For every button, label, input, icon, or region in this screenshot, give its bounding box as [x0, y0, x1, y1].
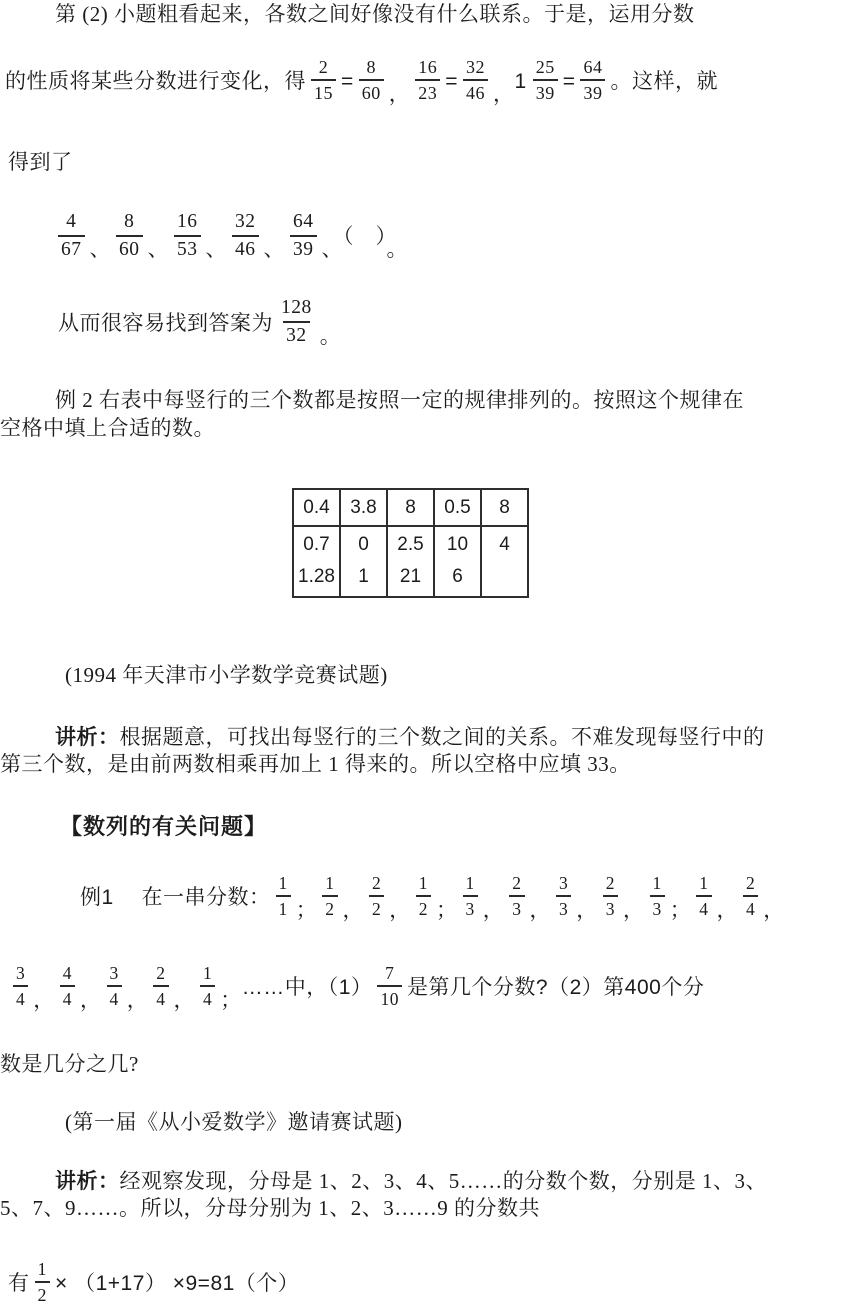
- fraction-denominator: 46: [232, 235, 259, 260]
- analysis-paragraph-2: [0, 1168, 844, 1222]
- number-table: [292, 488, 529, 598]
- fraction-numerator: 1: [203, 963, 213, 984]
- table-row: [293, 526, 528, 597]
- fraction-numerator: 2: [746, 873, 756, 894]
- fraction: [35, 1260, 51, 1306]
- punctuation-separator: ，: [576, 899, 598, 922]
- example2-line2: 空格中填上合适的数。: [0, 416, 215, 440]
- fraction-denominator: 39: [533, 79, 558, 103]
- fraction: [60, 964, 75, 1009]
- punctuation-separator: ；: [220, 989, 242, 1012]
- punctuation-separator: ；: [295, 899, 318, 922]
- fraction-numerator: 3: [109, 963, 119, 984]
- fraction-numerator: 4: [66, 210, 77, 232]
- fraction: [696, 874, 711, 919]
- fraction: [556, 874, 571, 919]
- fraction: [743, 874, 758, 919]
- fraction-numerator: 8: [366, 56, 377, 77]
- fraction-numerator: 8: [124, 210, 135, 232]
- fraction-numerator: 25: [535, 56, 555, 77]
- table-cell: [340, 526, 387, 597]
- fraction: [463, 874, 478, 919]
- fraction-numerator: 64: [293, 210, 314, 232]
- section-header: 【数列的有关问题】: [60, 814, 268, 839]
- fraction: [58, 212, 85, 261]
- fraction: [200, 964, 215, 1009]
- fraction: [107, 964, 122, 1009]
- analysis2-line2: 5、7、9……。所以，分母分别为 1、2、3……9 的分数共: [0, 1196, 540, 1220]
- analysis2-label: 讲析：: [55, 1170, 120, 1193]
- fraction-denominator: 4: [107, 985, 122, 1008]
- fraction-denominator: 4: [13, 985, 28, 1008]
- punctuation-separator: ；: [436, 899, 458, 922]
- table-cell: [481, 526, 528, 597]
- fraction-numerator: 1: [325, 873, 335, 894]
- punctuation-separator: 。: [386, 237, 408, 261]
- table-cell: [293, 526, 340, 597]
- analysis2-line1: 经观察发现，分母是 1、2、3、4、5……的分数个数，分别是 1、3、: [119, 1169, 767, 1193]
- punctuation-separator: ，: [33, 989, 55, 1012]
- paragraph-example2: [0, 386, 844, 442]
- fraction-numerator: 2: [372, 873, 382, 894]
- table-row: [293, 489, 528, 526]
- punctuation-separator: ，: [623, 899, 645, 922]
- fraction-denominator: 4: [200, 985, 215, 1008]
- analysis1-label: 讲析：: [55, 726, 120, 749]
- fraction: [533, 58, 558, 104]
- text-run: 有: [8, 1272, 30, 1295]
- fraction-numerator: 4: [62, 963, 72, 984]
- fraction-denominator: 2: [369, 895, 384, 918]
- text-run: 的性质将某些分数进行变化，得: [5, 70, 306, 93]
- fraction-denominator: 2: [35, 1281, 51, 1305]
- fraction: [276, 874, 291, 919]
- table-cell: [387, 526, 434, 597]
- fraction-denominator: 60: [116, 235, 143, 260]
- fraction-numerator: 128: [281, 296, 312, 318]
- punctuation-separator: ，: [389, 899, 411, 922]
- punctuation-separator: 、: [263, 237, 285, 261]
- text-run: 是第几个分数?（2）第400个分: [406, 976, 705, 999]
- punctuation-separator: 、: [205, 237, 227, 261]
- punctuation-separator: ，: [716, 899, 739, 922]
- table-cell-value: 6: [452, 566, 463, 587]
- fraction-numerator: 16: [418, 56, 438, 77]
- fraction-denominator: 4: [153, 985, 168, 1008]
- table-cell-value: 1.28: [298, 566, 335, 587]
- fraction-denominator: 53: [174, 235, 201, 260]
- fraction-numerator: 3: [16, 963, 26, 984]
- fraction: [603, 874, 618, 919]
- fraction-denominator: 3: [556, 895, 571, 918]
- fraction-numerator: 1: [699, 873, 709, 894]
- fraction-denominator: 39: [290, 235, 317, 260]
- punctuation-separator: ，: [126, 989, 149, 1012]
- text-run: =: [562, 70, 576, 93]
- fraction-denominator: 3: [509, 895, 524, 918]
- table-cell-value: 4: [499, 534, 510, 555]
- analysis1-line2: 第三个数，是由前两数相乘再加上 1 得来的。所以空格中应填 33。: [0, 752, 631, 776]
- fraction-denominator: 3: [650, 895, 665, 918]
- punctuation-separator: 。: [319, 325, 342, 348]
- fraction-numerator: 1: [278, 873, 288, 894]
- table-cell: 0.4: [293, 489, 340, 526]
- punctuation-separator: ，: [80, 989, 102, 1012]
- fraction-denominator: 67: [58, 235, 85, 260]
- fraction-numerator: 1: [652, 873, 662, 894]
- table-cell-value: 10: [446, 534, 469, 555]
- table-cell: 8: [387, 489, 434, 526]
- punctuation-separator: 、: [321, 237, 343, 261]
- fraction-denominator: 3: [463, 895, 478, 918]
- fraction: [290, 212, 317, 261]
- punctuation-separator: ，: [173, 989, 195, 1012]
- fraction-numerator: 32: [235, 210, 256, 232]
- fraction-denominator: 4: [696, 895, 711, 918]
- fraction: [278, 298, 315, 347]
- fraction-denominator: 60: [359, 79, 384, 103]
- fraction-numerator: 2: [318, 56, 329, 77]
- fraction: [416, 874, 431, 919]
- table-cell: [434, 526, 481, 597]
- text-run: （ ）: [343, 224, 387, 248]
- transform-equation-line: [5, 50, 718, 127]
- fraction: [359, 58, 384, 104]
- table-cell: 8: [481, 489, 528, 526]
- fraction-numerator: 32: [466, 56, 486, 77]
- punctuation-separator: ，: [493, 83, 515, 106]
- text-run: =: [341, 70, 354, 93]
- text-run: =: [445, 70, 459, 93]
- fraction-sequence-line: [53, 204, 408, 281]
- fraction-denominator: 4: [743, 895, 758, 918]
- example2-line1: 例 2 右表中每竖行的三个数都是按照一定的规律排列的。按照这个规律在: [55, 388, 744, 412]
- table-cell: 0.5: [434, 489, 481, 526]
- fraction-numerator: 1: [37, 1258, 47, 1279]
- table-cell-value: 2.5: [397, 534, 424, 555]
- fraction-numerator: 1: [418, 873, 429, 894]
- fraction: [650, 874, 665, 919]
- fraction: [311, 58, 336, 104]
- punctuation-separator: ；: [669, 899, 692, 922]
- example1-fractions-line2: [8, 956, 704, 1033]
- fraction: [174, 212, 201, 261]
- text-run: 。这样，就: [610, 70, 718, 93]
- source-note-2: (第一届《从小爱数学》邀请赛试题): [65, 1110, 403, 1134]
- fraction-numerator: 16: [177, 210, 198, 232]
- text-run: ……中，（1）: [241, 976, 373, 999]
- fraction-denominator: 3: [603, 895, 618, 918]
- fraction: [509, 874, 524, 919]
- analysis-paragraph-1: [0, 724, 844, 778]
- fraction: [463, 58, 488, 104]
- fraction-denominator: 10: [377, 985, 402, 1008]
- fraction-denominator: 23: [415, 79, 440, 103]
- fraction-denominator: 39: [580, 79, 605, 103]
- fraction: [415, 58, 440, 104]
- fraction-denominator: 2: [416, 895, 431, 918]
- table-cell-value: 21: [399, 566, 422, 587]
- table-cell-value: 1: [358, 566, 369, 587]
- fraction-denominator: 32: [283, 321, 310, 346]
- fraction-numerator: 7: [385, 963, 395, 984]
- fraction-numerator: 2: [605, 873, 616, 894]
- source-note-1: (1994 年天津市小学数学竞赛试题): [65, 663, 388, 687]
- text-run: × （1+17） ×9=81（个）: [55, 1272, 300, 1295]
- table-cell: 3.8: [340, 489, 387, 526]
- fraction: [13, 964, 28, 1009]
- table-cell-value: 0.7: [303, 534, 330, 555]
- count-formula-line: [8, 1252, 299, 1312]
- paragraph-intro: 第 (2) 小题粗看起来，各数之间好像没有什么联系。于是，运用分数: [55, 2, 695, 26]
- fraction: [580, 58, 605, 104]
- line-dedaole: 得到了: [8, 150, 73, 174]
- fraction: [116, 212, 143, 261]
- table-cell-value: 0: [358, 534, 369, 555]
- punctuation-separator: ，: [482, 899, 505, 922]
- text-run: 例1 在一串分数：: [80, 886, 271, 909]
- punctuation-separator: ，: [388, 83, 411, 106]
- fraction-numerator: 2: [156, 963, 166, 984]
- punctuation-separator: ，: [529, 899, 552, 922]
- fraction-denominator: 2: [322, 895, 337, 918]
- fraction-numerator: 2: [512, 873, 522, 894]
- question-tail-line: 数是几分之几?: [0, 1052, 139, 1076]
- fraction-numerator: 1: [465, 873, 475, 894]
- fraction-numerator: 3: [559, 873, 569, 894]
- fraction: [232, 212, 259, 261]
- text-run: 从而很容易找到答案为: [58, 312, 273, 335]
- punctuation-separator: 、: [89, 237, 111, 261]
- analysis1-line1: 根据题意，可找出每竖行的三个数之间的关系。不难发现每竖行中的: [119, 725, 765, 749]
- answer-line: [58, 292, 341, 369]
- example1-intro-line: [80, 866, 785, 943]
- table-cell-value: [482, 562, 527, 595]
- fraction: [369, 874, 384, 919]
- fraction-denominator: 46: [463, 79, 488, 103]
- mixed-number-whole: 1: [514, 70, 527, 93]
- fraction-denominator: 4: [60, 985, 75, 1008]
- fraction-numerator: 64: [583, 56, 603, 77]
- fraction: [377, 964, 402, 1009]
- fraction: [153, 964, 168, 1009]
- punctuation-separator: ，: [342, 899, 365, 922]
- fraction: [322, 874, 337, 919]
- punctuation-separator: 、: [147, 237, 169, 261]
- fraction-denominator: 1: [276, 895, 291, 918]
- fraction-denominator: 15: [311, 79, 336, 103]
- punctuation-separator: ，: [763, 899, 785, 922]
